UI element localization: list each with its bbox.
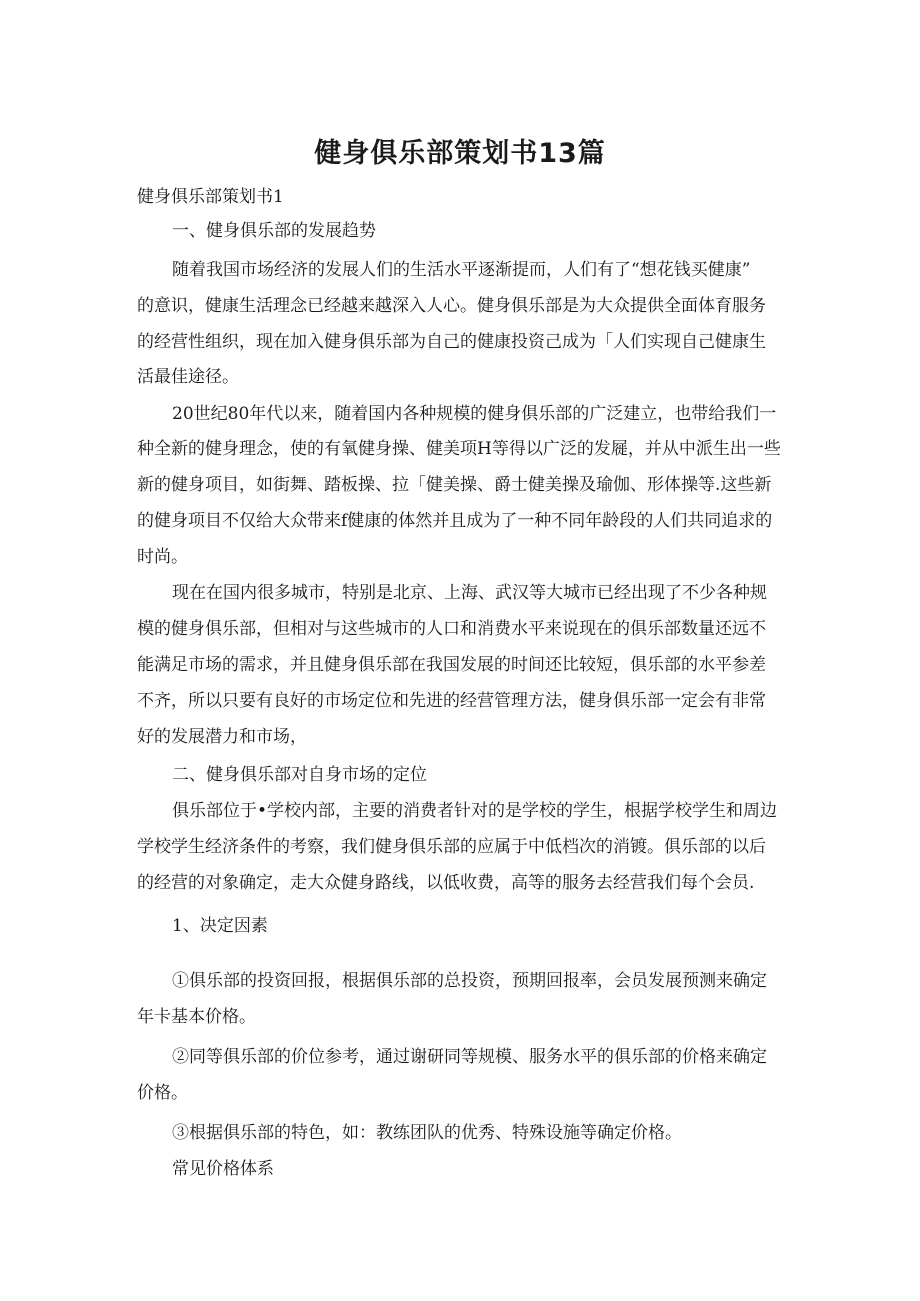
paragraph-line: 的经营的对象确定，走大众健身路线，以低收费，高等的服务去经营我们每个会员. xyxy=(137,873,755,893)
paragraph-line: 学校学生经济条件的考察，我们健身俱乐部的应属于中低档次的消镀。俱乐部的以后 xyxy=(137,837,766,857)
heading-price-system: 常见价格体系 xyxy=(172,1159,274,1179)
paragraph-line: 时尚。 xyxy=(137,547,188,567)
paragraph-line: 种全新的健身理念，使的有氧健身操、健美项H等得以广泛的发屣，并从中派生出一些 xyxy=(137,439,781,459)
section-subtitle: 健身俱乐部策划书1 xyxy=(137,187,284,207)
document-title: 健身俱乐部策划书13篇 xyxy=(314,138,606,169)
paragraph-line: 模的健身俱乐部，但相对与这些城市的人口和消费水平来说现在的俱乐部数量还远不 xyxy=(137,619,766,639)
paragraph-line: 能满足市场的需求，并且健身俱乐部在我国发展的时间还比较短，俱乐部的水平参差 xyxy=(137,655,766,675)
paragraph-line: 现在在国内很多城市，特别是北京、上海、武汉等大城市已经出现了不少各种规 xyxy=(172,583,767,603)
list-item-club-features: ③根据俱乐部的特色，如：教练团队的优秀、特殊设施等确定价格。 xyxy=(172,1123,682,1143)
paragraph-line: 俱乐部位于•学校内部，主要的消费者针对的是学校的学生，根据学校学生和周边 xyxy=(172,801,778,821)
paragraph-line: 不齐，所以只要有良好的市场定位和先进的经营管理方法，健身俱乐部一定会有非常 xyxy=(137,691,766,711)
paragraph-line: 好的发展潜力和市场， xyxy=(137,727,307,747)
paragraph-line: 随着我国市场经济的发展人们的生活水平逐渐提而，人们有了“想花钱买健康” xyxy=(172,260,751,280)
paragraph-line: 20世纪80年代以来，随着国内各种规模的健身俱乐部的广泛建立，也带给我们一 xyxy=(172,404,777,424)
paragraph-line: 年卡基本价格。 xyxy=(137,1007,256,1027)
heading-development-trend: 一、健身俱乐部的发展趋势 xyxy=(172,221,376,241)
heading-deciding-factors: 1、决定因素 xyxy=(172,916,268,936)
heading-market-positioning: 二、健身俱乐部对自身市场的定位 xyxy=(172,765,427,785)
paragraph-line: 的健身项目不仅给大众带来f健康的体然并且成为了一种不同年龄段的人们共同追求的 xyxy=(137,511,773,531)
list-item-price-reference: ②同等俱乐部的价位参考，通过谢研同等规模、服务水平的俱乐部的价格来确定 xyxy=(172,1047,767,1067)
paragraph-line: 的经营性组织，现在加入健身俱乐部为自己的健康投资己成为「人们实现自己健康生 xyxy=(137,332,766,352)
paragraph-line: 活最佳途径。 xyxy=(137,367,239,387)
paragraph-line: 的意识，健康生活理念已经越来越深入人心。健身俱乐部是为大众提供全面体育服务 xyxy=(137,296,766,316)
list-item-investment-return: ①俱乐部的投资回报，根据俱乐部的总投资，预期回报率，会员发展预测来确定 xyxy=(172,971,767,991)
paragraph-line: 新的健身项目，如街舞、踏板操、拉「健美操、爵士健美操及瑜伽、形体操等.这些新 xyxy=(137,475,772,495)
paragraph-line: 价格。 xyxy=(137,1083,188,1103)
